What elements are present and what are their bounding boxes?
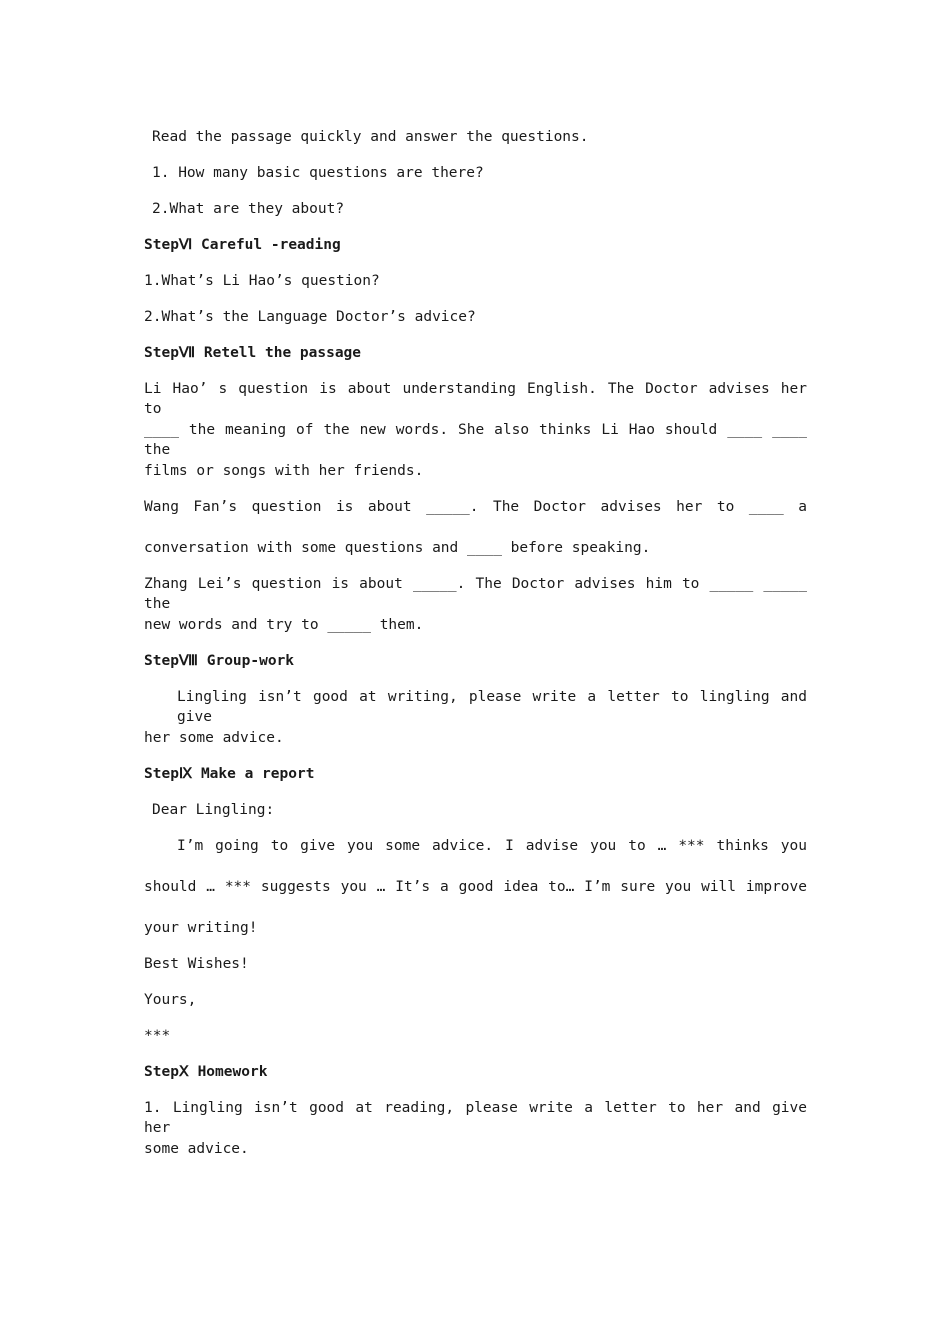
instruction-line: Read the passage quickly and answer the questions. — [152, 129, 589, 145]
retell-line: Zhang Lei’s question is about _____. The Doctor advises him to _____ _____ the — [144, 576, 807, 612]
retell-line: ____ the meaning of the new words. She also thinks Li Hao should ____ ____ the — [144, 422, 807, 458]
question-1: 1. How many basic questions are there? — [152, 165, 484, 181]
letter-closing: Best Wishes! — [144, 956, 249, 972]
retell-line: films or songs with her friends. — [144, 463, 424, 479]
retell-line: conversation with some questions and ____ before speaking. — [144, 540, 651, 556]
letter-body: your writing! — [144, 920, 258, 936]
step-7-heading: StepⅦ Retell the passage — [144, 345, 362, 361]
retell-line: new words and try to _____ them. — [144, 617, 424, 633]
careful-reading-q2: 2.What’s the Language Doctor’s advice? — [144, 309, 476, 325]
homework-text: 1. Lingling isn’t good at reading, please write a letter to her and give her — [144, 1100, 807, 1136]
step-6-heading: StepⅥ Careful -reading — [144, 237, 341, 253]
letter-body: should … *** suggests you … It’s a good idea to… I’m sure you will improve — [144, 879, 807, 895]
homework-text: some advice. — [144, 1141, 249, 1157]
group-work-text: her some advice. — [144, 730, 284, 746]
step-10-heading: StepⅩ Homework — [144, 1064, 268, 1080]
retell-line: Li Hao’ s question is about understanding English. The Doctor advises her to — [144, 381, 807, 417]
letter-salutation: Dear Lingling: — [152, 802, 275, 818]
question-2: 2.What are they about? — [152, 201, 345, 217]
letter-body: I’m going to give you some advice. I advise you to … *** thinks you — [177, 838, 807, 854]
letter-signature: *** — [144, 1028, 171, 1044]
retell-line: Wang Fan’s question is about _____. The Doctor advises her to ____ a — [144, 499, 807, 515]
step-9-heading: StepⅨ Make a report — [144, 766, 315, 782]
careful-reading-q1: 1.What’s Li Hao’s question? — [144, 273, 380, 289]
letter-closing: Yours, — [144, 992, 197, 1008]
step-8-heading: StepⅧ Group-work — [144, 653, 295, 669]
group-work-text: Lingling isn’t good at writing, please write a letter to lingling and give — [177, 689, 807, 725]
